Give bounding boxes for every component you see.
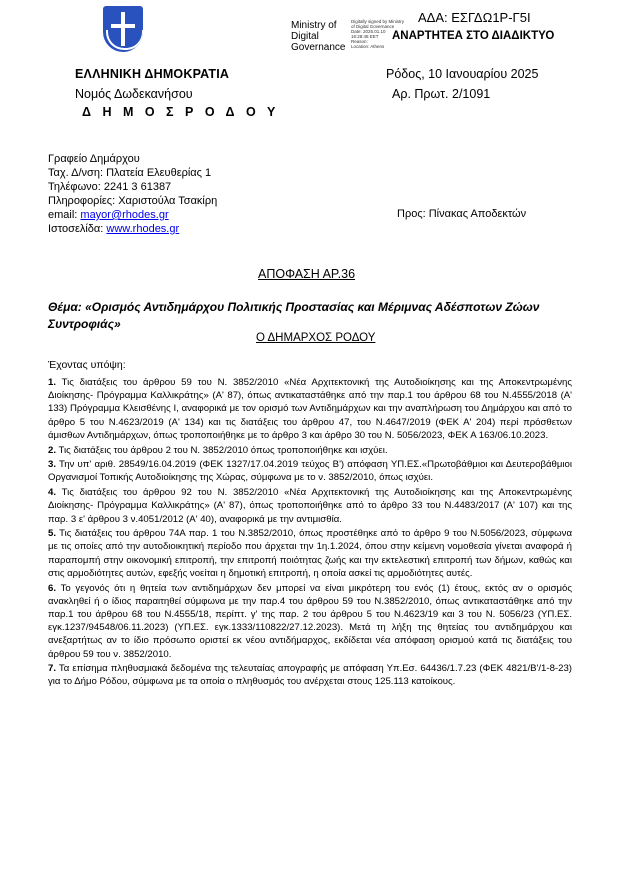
contact-website-row xyxy=(48,222,179,236)
subject: Θέμα: «Ορισμός Αντιδημάρχου Πολιτικής Προστασίας και Μέριμνας Αδέσποτων Ζώων Συντροφιάς» xyxy=(48,300,540,331)
contact-address: Ταχ. Δ/νση: Πλατεία Ελευθερίας 1 xyxy=(48,167,212,179)
recipient: Προς: Πίνακας Αποδεκτών xyxy=(397,208,527,220)
decision-title: ΑΠΟΦΑΣΗ ΑΡ.36 xyxy=(258,267,356,281)
org-name: ΕΛΛΗΝΙΚΗ ΔΗΜΟΚΡΑΤΙΑ xyxy=(75,67,230,81)
considerations-list xyxy=(48,376,572,690)
website-link[interactable]: www.rhodes.gr xyxy=(106,223,180,235)
digital-signature-details: Digitally signed by Ministry of Digital Governance Date: 2025.01.10 16:28:48 EET Reason: Location: Athens xyxy=(351,19,405,49)
list-item: 2. Τις διατάξεις του άρθρου 2 του Ν. 3852/2010 όπως τροποποιήθηκε και ισχύει. xyxy=(48,444,388,456)
list-item: 4. Τις διατάξεις του άρθρου 92 του Ν. 3852/2010 «Νέα Αρχιτεκτονική της Αυτοδιοίκησης και της Αποκεντρωμένης Διοίκησης- Πρόγραμμα Καλλικράτης» (Α' 87), όπως τροποποιήθηκε από το άρθρο 33 του Ν.4483/2017 (Α' 107) και της παρ. 3 εʹ άρθρου 3 ν.4051/2012 (Α' 40), αναφορικά με την αντιμισθία. xyxy=(48,487,572,525)
ministry-signature-label: Ministry of Digital Governance xyxy=(291,20,346,53)
contact-phone: Τηλέφωνο: 2241 3 61387 xyxy=(48,181,172,193)
list-item: 5. Τις διατάξεις του άρθρου 74Α παρ. 1 του Ν.3852/2010, όπως προστέθηκε από το άρθρο 9 του Ν.5056/2023, σύμφωνα με τις οποίες από την αυτοδιοικητική περίοδο που άρχεται την 1η.1.2024, όπου στην κείμενη νομοθεσία γίνεται αναφορά ή παραπομπή στην οικονομική επιτροπή, την επιτροπή ποιότητας ζωής και την εκτελεστική επιτροπή των δήμων, καθώς και στις αρμοδιότητες αυτών, εφεξής νοείται η δημοτική επιτροπή, η οποία ασκεί τις αρμοδιότητες αυτές. xyxy=(48,528,572,579)
having-regard-label: Έχοντας υπόψη: xyxy=(48,359,126,371)
list-item: 3. Την υπ' αριθ. 28549/16.04.2019 (ΦΕΚ 1327/17.04.2019 τεύχος Β') απόφαση ΥΠ.ΕΣ.«Πρωτοβάθμιοι και Δευτεροβάθμιοι Οργανισμοί Τοπικής Αυτοδιοίκησης της Χώρας, σύμφωνα με το ν. 3852/2010, όπως ισχύει. xyxy=(48,459,572,484)
email-link[interactable]: mayor@rhodes.gr xyxy=(80,209,169,221)
greek-emblem-icon xyxy=(103,6,143,52)
ada-code: ΑΔΑ: ΕΣΓΔΩ1Ρ-Γ5Ι xyxy=(418,10,531,25)
email-label: email: xyxy=(48,209,81,221)
contact-office: Γραφείο Δημάρχου xyxy=(48,153,140,165)
list-item: 1. Τις διατάξεις του άρθρου 59 του Ν. 3852/2010 «Νέα Αρχιτεκτονική της Αυτοδιοίκησης και της Αποκεντρωμένης Διοίκησης- Πρόγραμμα Καλλικράτης» (Α' 87), όπως αντικαταστάθηκε από την παρ.1 του άρθρου 68 του Ν.4555/2018 (Α' 133) Πρόγραμμα Κλεισθένης Ι, αναφορικά με τον ορισμό των Αντιδημάρχων και την αναπλήρωση του Δημάρχου και από το άρθρο 5 του Ν.4623/2019 (Α' 134) και τις διατάξεις του άρθρου 47, του Ν.4647/2019 (ΦΕΚ Α' 204) περί πρόσθετων άμισθων Αντιδημάρχων, όπως τροποποιήθηκε με το άρθρο 3 και άρθρο 30 του Ν. 5056/2023, ΦΕΚ Α 163/06.10.2023. xyxy=(48,377,572,441)
protocol-number: Αρ. Πρωτ. 2/1091 xyxy=(392,87,491,101)
list-item: 7. Τα επίσημα πληθυσμιακά δεδομένα της τελευταίας απογραφής με απόφαση Υπ.Εσ. 64436/1.7.23 (ΦΕΚ 4821/Β'/1-8-23) για το Δήμο Ρόδου, σύμφωνα με τα οποία ο πληθυσμός του ανέρχεται στους 125.113 κατοίκους. xyxy=(48,663,572,688)
contact-email-row xyxy=(48,208,169,222)
posting-notice: ΑΝΑΡΤΗΤΕΑ ΣΤΟ ΔΙΑΔΙΚΤΥΟ xyxy=(392,30,555,42)
list-item: 6. Το γεγονός ότι η θητεία των αντιδημάρχων δεν μπορεί να είναι μικρότερη του ενός (1) έτους, εκτός αν ο ορισμός ανακληθεί ή ο ίδιος παραιτηθεί σύμφωνα με την παρ.4 του άρθρου 59 του Ν.3852/2010, όπως αντικαταστάθηκε από την παρ.1 του άρθρου 68 του Ν.4555/18, περίπτ. γ' της παρ. 2 του άρθρου 5 του Ν.4623/19 και 3 του Ν. 5056/23 (ΥΠ.ΕΣ. εγκ.1237/94548/06.11.2023) (ΥΠ.ΕΣ. εγκ.1333/110822/27.12.2023). Μετά τη λήξη της θητείας του αντιδημάρχου και ανεξαρτήτως αν το ίδιο πρόσωπο οριστεί εκ νέου αντιδήμαρχος, εκδίδεται νέα απόφαση ορισμού κατά τις διατάξεις του άρθρου 59 του ν. 3852/2010. xyxy=(48,582,572,660)
municipality-name: Δ Η Μ Ο Σ Ρ Ο Δ Ο Υ xyxy=(82,105,280,119)
mayor-heading: Ο ΔΗΜΑΡΧΟΣ ΡΟΔΟΥ xyxy=(256,332,376,344)
website-label: Ιστοσελίδα: xyxy=(48,223,107,235)
document-date: Ρόδος, 10 Ιανουαρίου 2025 xyxy=(386,67,539,81)
contact-info: Πληροφορίες: Χαριστούλα Τσακίρη xyxy=(48,195,218,207)
prefecture-name: Νομός Δωδεκανήσου xyxy=(75,87,193,101)
